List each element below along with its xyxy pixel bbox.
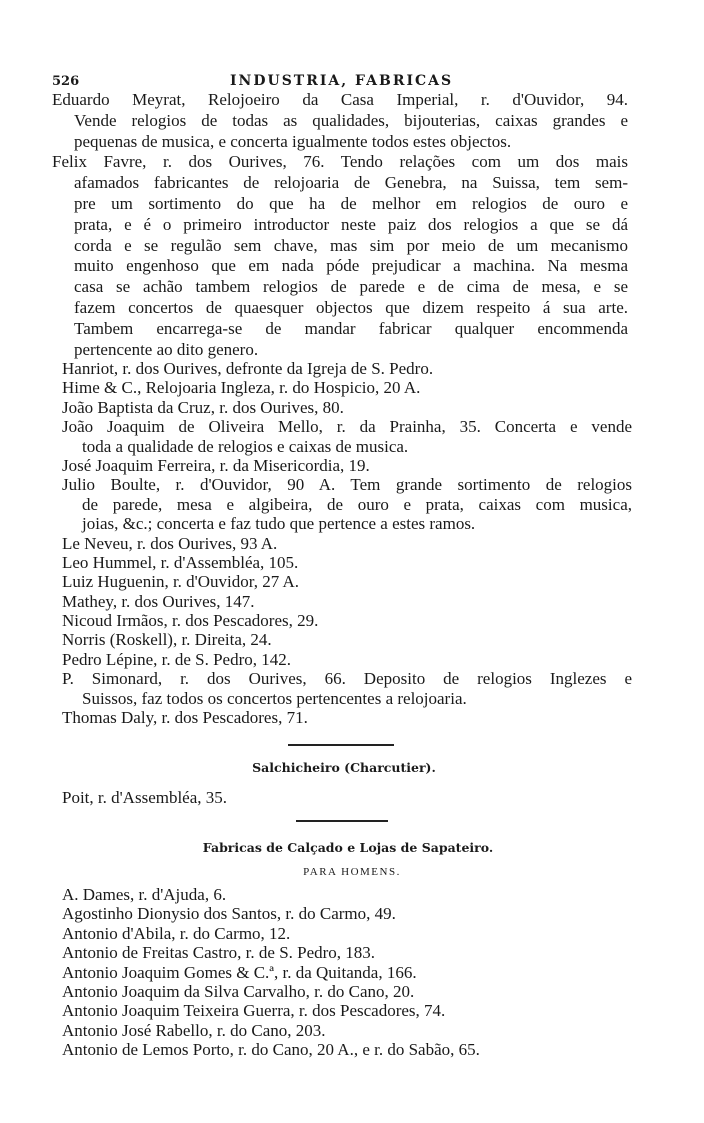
directory-entry (62, 592, 632, 611)
directory-entry (62, 982, 632, 1001)
section-heading-calcado: Fabricas de Calçado e Lojas de Sapateiro. (202, 840, 494, 855)
entry-line: Norris (Roskell), r. Direita, 24. (62, 630, 272, 650)
entry-line: Antonio Joaquim Gomes & C.ª, r. da Quitanda, 166. (62, 962, 417, 982)
directory-entry (62, 885, 632, 904)
entry-continuation-line: casa se achão tambem relogios de parede e de cima de mesa, e se (74, 277, 628, 297)
directory-entry (52, 152, 628, 360)
directory-entry (62, 708, 632, 727)
entry-continuation-line: Tambem encarrega-se de mandar fabricar qualquer encommenda (74, 318, 628, 338)
entry-continuation-line: joias, &c.; concerta e faz tudo que pertence a estes ramos. (82, 514, 476, 534)
directory-entry (62, 572, 632, 591)
entry-continuation-line: corda e se regulão sem chave, mas sim por meio de um mecanismo (74, 235, 628, 255)
entry-continuation-line: Suissos, faz todos os concertos pertencentes a relojoaria. (82, 688, 467, 708)
entry-line: Antonio José Rabello, r. do Cano, 203. (62, 1020, 326, 1040)
entry-line: Luiz Huguenin, r. d'Ouvidor, 27 A. (62, 572, 300, 592)
entry-line: Eduardo Meyrat, Relojoeiro da Casa Imperial, r. d'Ouvidor, 94. (52, 90, 628, 109)
section-divider (296, 820, 388, 822)
entry-line: Julio Boulte, r. d'Ouvidor, 90 A. Tem grande sortimento de relogios (62, 475, 632, 495)
entry-continuation-line: Vende relogios de todas as qualidades, bijouterias, caixas grandes e (74, 110, 628, 130)
directory-entry (62, 924, 632, 943)
directory-entry (62, 943, 632, 962)
relojoeiros-list-part1 (52, 90, 628, 360)
directory-entry (62, 553, 632, 572)
running-title: INDUSTRIA, FABRICAS (230, 73, 454, 89)
subheading-para-homens: PARA HOMENS. (303, 866, 401, 878)
entry-continuation-line: pre um sortimento do que ha de melhor em relogios de ouro e (74, 193, 628, 213)
directory-entry (62, 1001, 632, 1020)
relojoeiros-list-part2 (62, 359, 632, 727)
entry-continuation-line: pequenas de musica, e concerta igualmente todos estes objectos. (74, 131, 512, 151)
directory-entry (62, 611, 632, 630)
entry-continuation-line: muito engenhoso que em nada póde prejudicar a machina. Na mesma (74, 256, 628, 276)
entry-continuation-line: de parede, mesa e algibeira, de ouro e prata, caixas com musica, (82, 494, 632, 514)
entry-line: Thomas Daly, r. dos Pescadores, 71. (62, 708, 308, 728)
entry-line: Antonio de Lemos Porto, r. do Cano, 20 A., e r. do Sabão, 65. (62, 1040, 480, 1060)
entry-line: A. Dames, r. d'Ajuda, 6. (62, 885, 227, 904)
directory-entry (62, 1040, 632, 1059)
directory-entry (62, 1021, 632, 1040)
directory-entry (62, 359, 632, 378)
directory-entry (62, 456, 632, 475)
page-number: 526 (52, 74, 80, 89)
directory-entry (62, 963, 632, 982)
entry-line: Antonio de Freitas Castro, r. de S. Pedro, 183. (62, 943, 376, 963)
directory-entry (62, 475, 632, 533)
entry-line: Antonio d'Abila, r. do Carmo, 12. (62, 923, 291, 943)
directory-entry (62, 417, 632, 456)
entry-line: P. Simonard, r. dos Ourives, 66. Deposito de relogios Inglezes e (62, 669, 632, 689)
directory-entry (62, 904, 632, 923)
entry-line: João Baptista da Cruz, r. dos Ourives, 80. (62, 397, 344, 417)
entry-continuation-line: afamados fabricantes de relojoaria de Genebra, na Suissa, tem sem- (74, 173, 628, 193)
entry-line: Agostinho Dionysio dos Santos, r. do Carmo, 49. (62, 904, 396, 924)
entry-line: Hime & C., Relojoaria Ingleza, r. do Hospicio, 20 A. (62, 378, 421, 398)
entry-line: Leo Hummel, r. d'Assembléa, 105. (62, 552, 299, 572)
directory-entry (62, 630, 632, 649)
entry-continuation-line: pertencente ao dito genero. (74, 339, 259, 359)
entry-line: Mathey, r. dos Ourives, 147. (62, 591, 255, 611)
entry-line: Hanriot, r. dos Ourives, defronte da Igreja de S. Pedro. (62, 359, 434, 378)
entry-continuation-line: toda a qualidade de relogios e caixas de musica. (82, 436, 409, 456)
directory-entry (62, 378, 632, 397)
directory-entry (52, 90, 628, 152)
directory-entry (62, 398, 632, 417)
section-heading-salchicheiro: Salchicheiro (Charcutier). (252, 760, 436, 775)
entry-line: Pedro Lépine, r. de S. Pedro, 142. (62, 649, 291, 669)
directory-entry (62, 650, 632, 669)
entry-line: Antonio Joaquim da Silva Carvalho, r. do Cano, 20. (62, 981, 415, 1001)
entry-continuation-line: fazem concertos de quaesquer objectos que dizem respeito á sua arte. (74, 297, 628, 317)
entry-continuation-line: prata, e é o primeiro introductor neste paiz dos relogios a que se dá (74, 214, 628, 234)
directory-entry (62, 669, 632, 708)
entry-line: José Joaquim Ferreira, r. da Misericordia, 19. (62, 455, 370, 475)
entry-line: Felix Favre, r. dos Ourives, 76. Tendo relações com um dos mais (52, 152, 628, 172)
entry-line: Antonio Joaquim Teixeira Guerra, r. dos Pescadores, 74. (62, 1001, 446, 1021)
entry-line: Le Neveu, r. dos Ourives, 93 A. (62, 533, 278, 553)
section-divider (288, 744, 394, 746)
calcado-list (62, 885, 632, 1060)
directory-entry: Poit, r. d'Assembléa, 35. (62, 788, 228, 807)
entry-line: João Joaquim de Oliveira Mello, r. da Prainha, 35. Concerta e vende (62, 417, 632, 437)
directory-entry (62, 534, 632, 553)
entry-line: Nicoud Irmãos, r. dos Pescadores, 29. (62, 611, 319, 631)
